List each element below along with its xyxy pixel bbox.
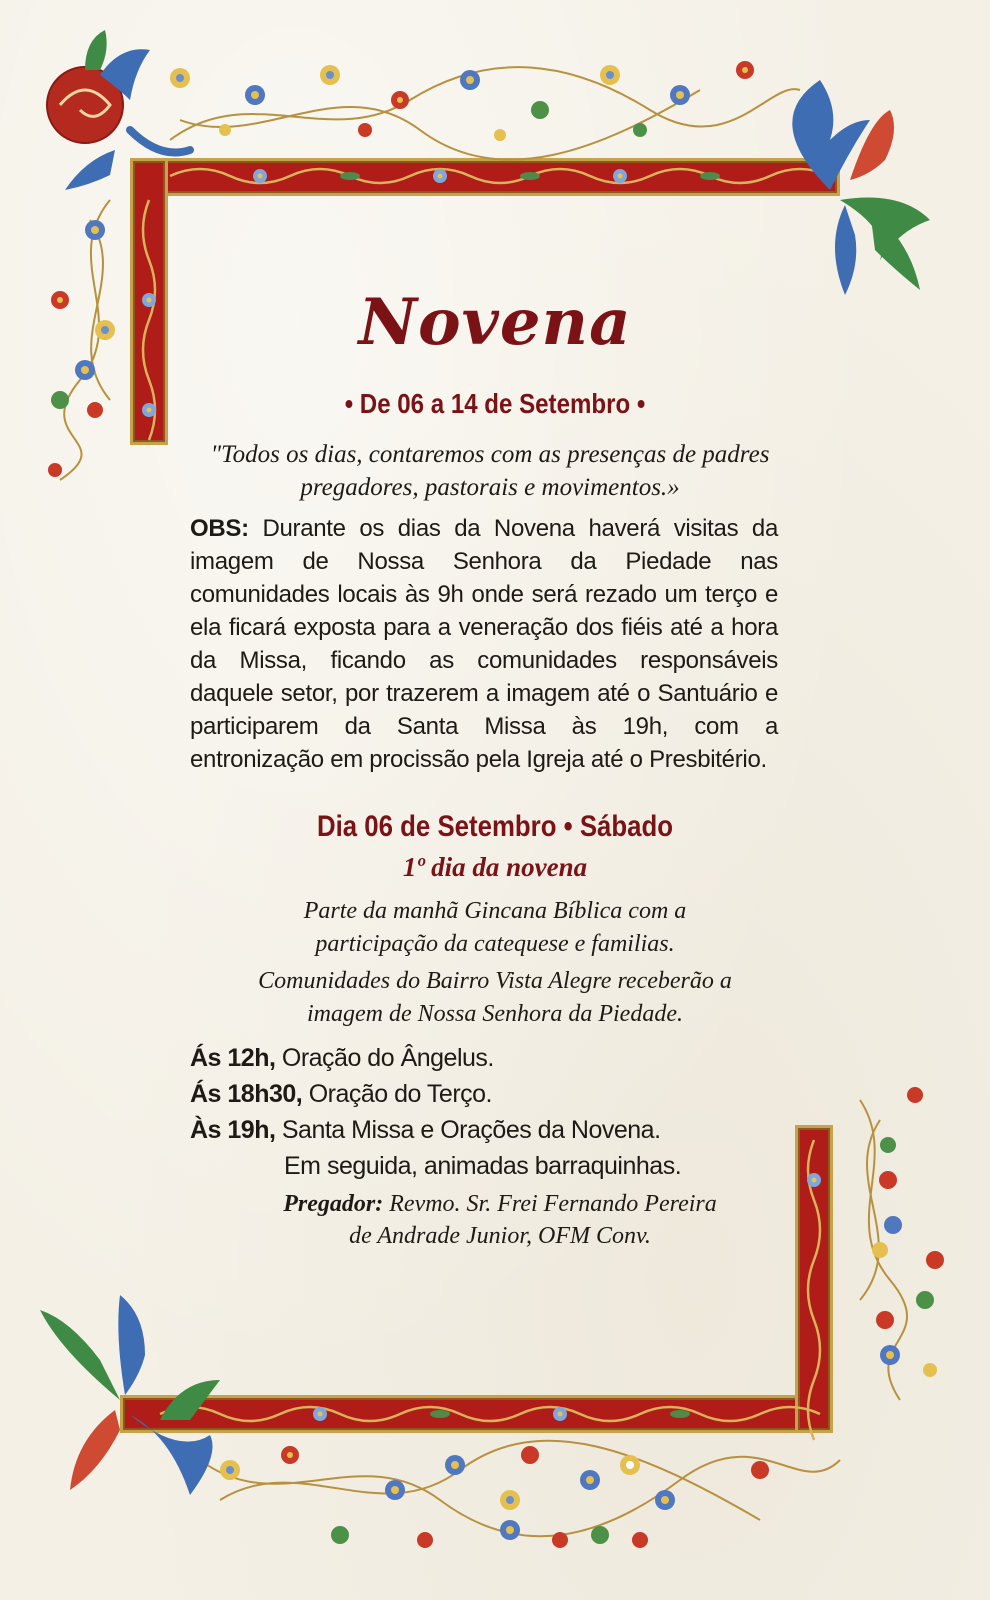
schedule-item	[190, 1040, 681, 1076]
schedule-time: Ás 12h,	[190, 1044, 276, 1072]
schedule-list	[190, 1040, 681, 1184]
preacher-name-line-1: Revmo. Sr. Frei Fernando Pereira	[383, 1191, 717, 1217]
obs-paragraph	[190, 512, 778, 776]
quote-line-2: pregadores, pastorais e movimentos.»	[300, 474, 680, 501]
schedule-item	[190, 1112, 681, 1148]
obs-text: Durante os dias da Novena haverá visitas da imagem de Nossa Senhora da Piedade nas comunidades locais às 9h onde será rezado um terço e ela ficará exposta para a veneração dos fiéis até a hora da Missa, ficando as comunidades responsáveis daquele setor, por trazerem a imagem até o Santuário e participarem da Santa Missa às 19h, com a entronização em procissão pela Igreja até o Presbitério.	[190, 515, 778, 773]
day-subheading: 1º dia da novena	[402, 852, 588, 882]
activity-line: participação da catequese e familias.	[315, 931, 675, 957]
preacher-label: Pregador:	[283, 1191, 384, 1217]
activity-line: Comunidades do Bairro Vista Alegre receberão a	[258, 968, 732, 994]
intro-quote	[190, 438, 790, 504]
activity-line: imagem de Nossa Senhora da Piedade.	[307, 1001, 683, 1027]
quote-line-1: "Todos os dias, contaremos com as presenças de padres	[210, 441, 770, 468]
date-range: • De 06 a 14 de Setembro •	[344, 388, 646, 419]
preacher-credit	[200, 1188, 800, 1252]
activity-line: Parte da manhã Gincana Bíblica com a	[303, 898, 687, 924]
schedule-event: Santa Missa e Orações da Novena.	[275, 1116, 661, 1144]
schedule-time: Ás 18h30,	[190, 1080, 303, 1108]
preacher-name-line-2: de Andrade Junior, OFM Conv.	[349, 1223, 651, 1249]
page-title: Novena	[358, 285, 632, 360]
day-activities	[220, 895, 770, 1035]
activity-item	[220, 895, 770, 961]
schedule-event: Oração do Ângelus.	[275, 1044, 494, 1072]
day-heading: Dia 06 de Setembro • Sábado	[316, 810, 674, 843]
schedule-event: Oração do Terço.	[302, 1080, 493, 1108]
schedule-item	[190, 1076, 681, 1112]
activity-item	[220, 965, 770, 1031]
obs-label: OBS:	[190, 515, 249, 542]
schedule-continuation: Em seguida, animadas barraquinhas.	[284, 1152, 682, 1180]
schedule-time: Às 19h,	[190, 1116, 276, 1144]
